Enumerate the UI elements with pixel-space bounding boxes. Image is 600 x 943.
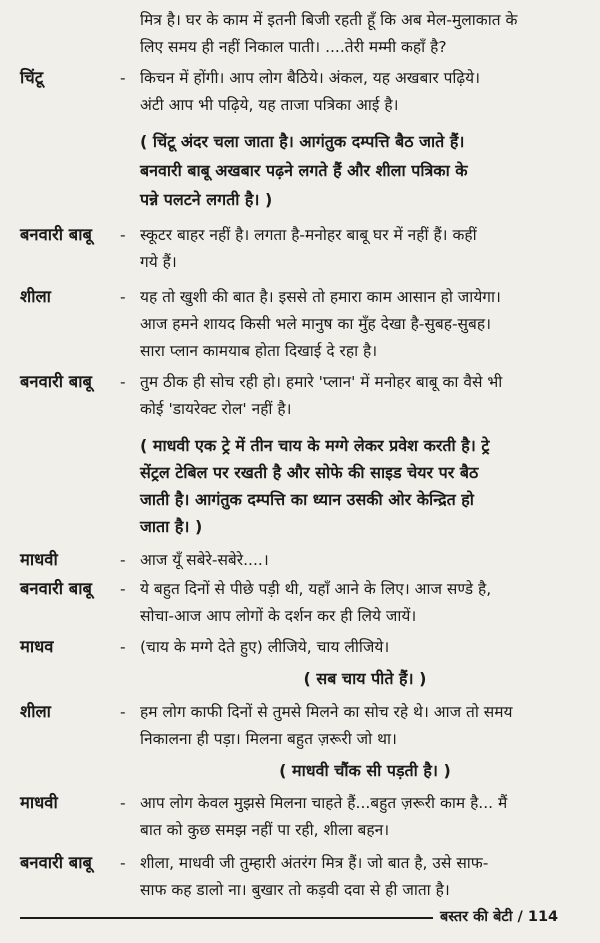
speaker-name: माधवी	[20, 550, 58, 569]
speaker-name: शीला	[20, 702, 51, 721]
speaker-name: बनवारी बाबू	[20, 579, 92, 598]
speaker-name: बनवारी बाबू	[20, 853, 92, 872]
speaker-dash: -	[120, 638, 126, 656]
dialogue-text: निकालना ही पड़ा। मिलना बहुत ज़रूरी जो था।	[140, 730, 397, 748]
dialogue-text: सोचा-आज आप लोगों के दर्शन कर ही लिये जायें।	[140, 607, 417, 625]
dialogue-text: ये बहुत दिनों से पीछे पड़ी थी, यहाँ आने के लिए। आज सण्डे है,	[140, 580, 492, 598]
dialogue-text: यह तो खुशी की बात है। इससे तो हमारा काम आसान हो जायेगा।	[140, 288, 501, 306]
stage-direction: ( माधवी चौंक सी पड़ती है। )	[279, 761, 451, 780]
speaker-dash: -	[120, 226, 126, 244]
footer-rule	[20, 917, 433, 919]
dialogue-text: सारा प्लान कामयाब होता दिखाई दे रहा है।	[140, 342, 378, 360]
dialogue-text: गये हैं।	[140, 253, 177, 271]
speaker-dash: -	[120, 288, 126, 306]
stage-direction: ( चिंटू अंदर चला जाता है। आगंतुक दम्पत्ति बैठ जाते हैं।	[140, 132, 465, 151]
stage-direction: सेंट्रल टेबिल पर रखती है और सोफे की साइड चेयर पर बैठ	[140, 463, 479, 482]
dialogue-text: मित्र है। घर के काम में इतनी बिजी रहती हूँ कि अब मेल-मुलाकात के	[140, 11, 518, 29]
stage-direction: जाता है। )	[140, 517, 203, 536]
dialogue-text: लिए समय ही नहीं निकाल पाती। ....तेरी मम्मी कहाँ है?	[140, 38, 447, 56]
speaker-dash: -	[120, 551, 126, 569]
dialogue-text: शीला, माधवी जी तुम्हारी अंतरंग मित्र हैं। जो बात है, उसे साफ-	[140, 854, 489, 872]
speaker-name: बनवारी बाबू	[20, 225, 92, 244]
dialogue-text: हम लोग काफी दिनों से तुमसे मिलने का सोच रहे थे। आज तो समय	[140, 703, 513, 721]
page-number: 114	[527, 909, 559, 925]
speaker-dash: -	[120, 794, 126, 812]
stage-direction: ( सब चाय पीते हैं। )	[303, 669, 427, 688]
speaker-dash: -	[120, 69, 126, 87]
stage-direction: ( माधवी एक ट्रे में तीन चाय के मग्गे लेकर प्रवेश करती है। ट्रे	[140, 436, 490, 455]
speaker-name: चिंटू	[20, 68, 44, 87]
dialogue-text: (चाय के मग्गे देते हुए) लीजिये, चाय लीजिये।	[140, 638, 390, 656]
dialogue-text: तुम ठीक ही सोच रही हो। हमारे 'प्लान' में मनोहर बाबू का वैसे भी	[140, 373, 503, 391]
page-footer	[440, 906, 590, 928]
speaker-dash: -	[120, 580, 126, 598]
stage-direction: जाती है। आगंतुक दम्पत्ति का ध्यान उसकी ओर केन्द्रित हो	[140, 490, 474, 509]
book-title: बस्तर की बेटी	[440, 909, 513, 925]
dialogue-text: बात को कुछ समझ नहीं पा रही, शीला बहन।	[140, 821, 390, 839]
dialogue-text: अंटी आप भी पढ़िये, यह ताजा पत्रिका आई है।	[140, 96, 399, 114]
footer-separator: /	[517, 909, 523, 925]
dialogue-text: कोई 'डायरेक्ट रोल' नहीं है।	[140, 400, 292, 418]
dialogue-text: आप लोग केवल मुझसे मिलना चाहते हैं...बहुत ज़रूरी काम है... मैं	[140, 794, 508, 812]
speaker-name: बनवारी बाबू	[20, 372, 92, 391]
dialogue-text: किचन में होंगी। आप लोग बैठिये। अंकल, यह अखबार पढ़िये।	[140, 69, 481, 87]
dialogue-text: स्कूटर बाहर नहीं है। लगता है-मनोहर बाबू घर में नहीं हैं। कहीं	[140, 226, 477, 244]
speaker-name: माधव	[20, 637, 54, 656]
dialogue-text: आज हमने शायद किसी भले मानुष का मुँह देखा है-सुबह-सुबह।	[140, 315, 491, 333]
speaker-dash: -	[120, 373, 126, 391]
stage-direction: पन्ने पलटने लगती है। )	[140, 190, 273, 209]
dialogue-text: आज यूँ सबेरे-सबेरे....।	[140, 551, 269, 569]
speaker-name: शीला	[20, 287, 51, 306]
stage-direction: बनवारी बाबू अखबार पढ़ने लगते हैं और शीला पत्रिका के	[140, 161, 468, 180]
dialogue-text: साफ कह डालो ना। बुखार तो कड़वी दवा से ही जाता है।	[140, 881, 450, 899]
speaker-dash: -	[120, 703, 126, 721]
speaker-name: माधवी	[20, 793, 58, 812]
speaker-dash: -	[120, 854, 126, 872]
